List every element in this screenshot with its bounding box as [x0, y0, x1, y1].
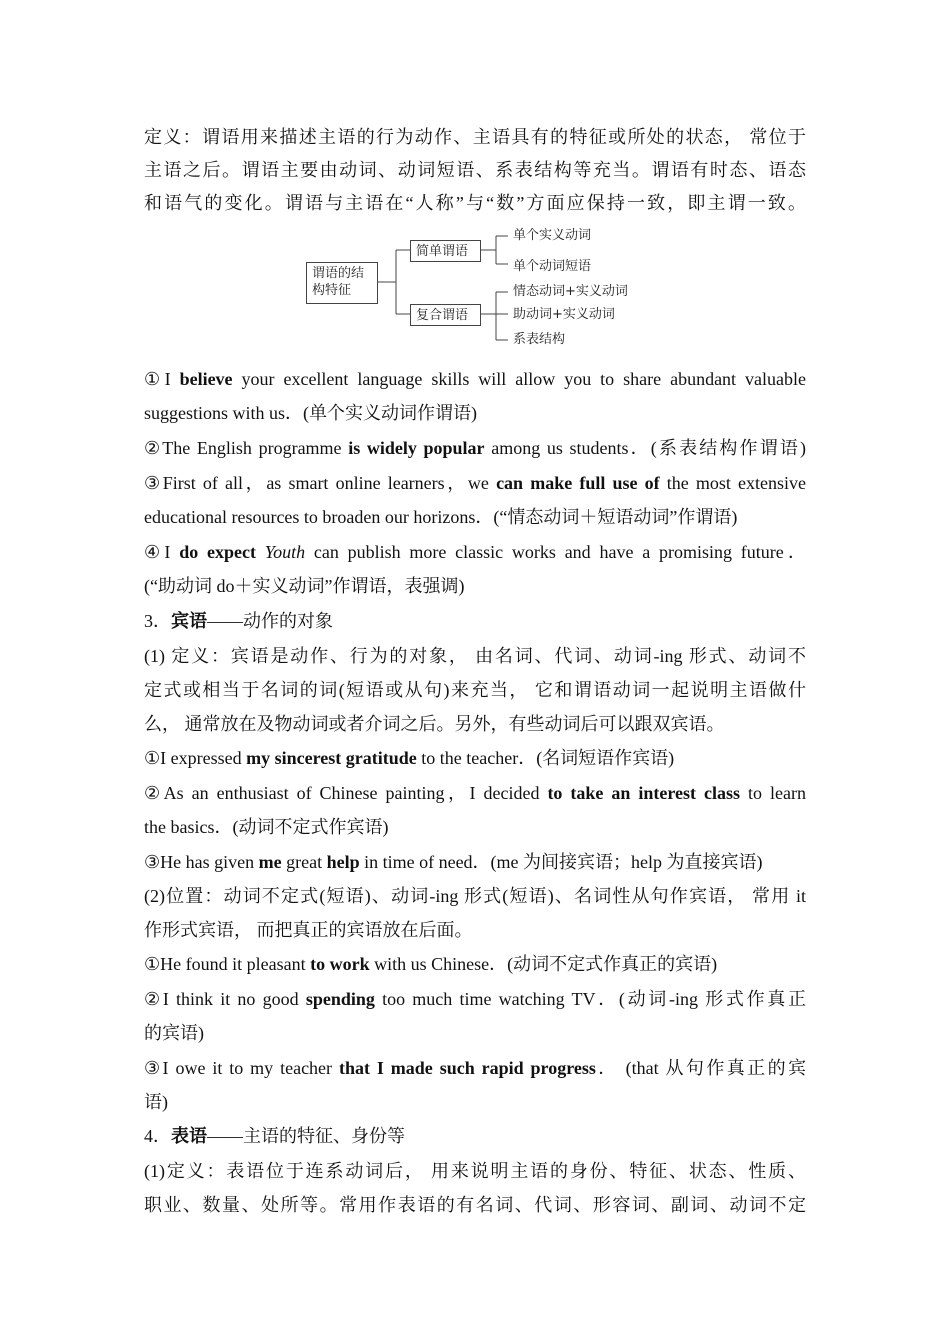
- object-example-3: ③He has given me great help in time of need．(me 为间接宾语；help 为直接宾语): [144, 852, 763, 872]
- object-position-example-2-line-2: 的宾语): [144, 1023, 204, 1043]
- diagram-compound-predicate-box: 复合谓语: [410, 304, 481, 326]
- object-example-2-line-2: the basics．(动词不定式作宾语): [144, 817, 389, 837]
- section-4-def-line-1: (1)定义：表语位于连系动词后， 用来说明主语的身份、特征、状态、性质、: [144, 1161, 806, 1181]
- section-4-heading: 4．表语——主语的特征、身份等: [144, 1126, 405, 1146]
- diagram-simple-item: 单个实义动词: [513, 228, 592, 243]
- example-3-line-1: ③First of all，as smart online learners，we can make full use of the most extensive: [144, 473, 806, 493]
- section-3-heading: 3．宾语——动作的对象: [144, 611, 333, 631]
- section-3-def-line-1: (1) 定义：宾语是动作、行为的对象， 由名词、代词、动词-ing 形式、动词不: [144, 646, 806, 666]
- intro-line-3: 和语气的变化。谓语与主语在“人称”与“数”方面应保持一致，即主谓一致。: [144, 193, 806, 213]
- object-position-example-2-line-1: ②I think it no good spending too much time watching TV．(动词-ing 形式作真正: [144, 989, 807, 1009]
- diagram-compound-item: 系表结构: [513, 332, 566, 347]
- example-2-line: ②The English programme is widely popular among us students．(系表结构作谓语): [144, 438, 807, 458]
- example-4-line-1: ④I do expect Youth can publish more classic works and have a promising future．: [144, 542, 807, 562]
- section-3-def-line-3: 么， 通常放在及物动词或者介词之后。另外，有些动词后可以跟双宾语。: [144, 714, 725, 734]
- diagram-simple-predicate-box: 简单谓语: [410, 240, 481, 262]
- object-position-example-3-line-2: 语): [144, 1092, 168, 1112]
- example-3-line-2: educational resources to broaden our horizons．(“情态动词＋短语动词”作谓语): [144, 507, 738, 527]
- object-position-line-1: (2)位置：动词不定式(短语)、动词-ing 形式(短语)、名词性从句作宾语， 常用 it: [144, 886, 806, 906]
- diagram-simple-item: 单个动词短语: [513, 259, 592, 274]
- intro-line-2: 主语之后。谓语主要由动词、动词短语、系表结构等充当。谓语有时态、语态: [144, 160, 806, 180]
- section-4-def-line-2: 职业、数量、处所等。常用作表语的有名词、代词、形容词、副词、动词不定: [144, 1195, 806, 1215]
- diagram-root-line-2: 构特征: [312, 283, 352, 298]
- example-1-line-1: ①I believe your excellent language skills will allow you to share abundant valuable: [144, 369, 806, 389]
- intro-line-1: 定义：谓语用来描述主语的行为动作、主语具有的特征或所处的状态， 常位于: [144, 127, 806, 147]
- object-position-example-1: ①He found it pleasant to work with us Chinese．(动词不定式作真正的宾语): [144, 954, 718, 974]
- object-position-example-3-line-1: ③I owe it to my teacher that I made such rapid progress． (that 从句作真正的宾: [144, 1058, 806, 1078]
- diagram-compound-item: 情态动词+实义动词: [513, 284, 628, 299]
- diagram-compound-item: 助动词+实义动词: [513, 307, 615, 322]
- example-1-line-2: suggestions with us．(单个实义动词作谓语): [144, 403, 477, 423]
- object-example-1: ①I expressed my sincerest gratitude to the teacher．(名词短语作宾语): [144, 748, 675, 768]
- diagram-root-box: [306, 262, 378, 304]
- predicate-structure-diagram: [300, 226, 660, 350]
- example-4-line-2: (“助动词 do＋实义动词”作谓语，表强调): [144, 576, 465, 596]
- object-position-line-2: 作形式宾语， 而把真正的宾语放在后面。: [144, 920, 473, 940]
- section-3-def-line-2: 定式或相当于名词的词(短语或从句)来充当， 它和谓语动词一起说明主语做什: [144, 680, 806, 700]
- diagram-root-line-1: 谓语的结: [312, 266, 365, 281]
- object-example-2-line-1: ②As an enthusiast of Chinese painting，I decided to take an interest class to learn: [144, 783, 806, 803]
